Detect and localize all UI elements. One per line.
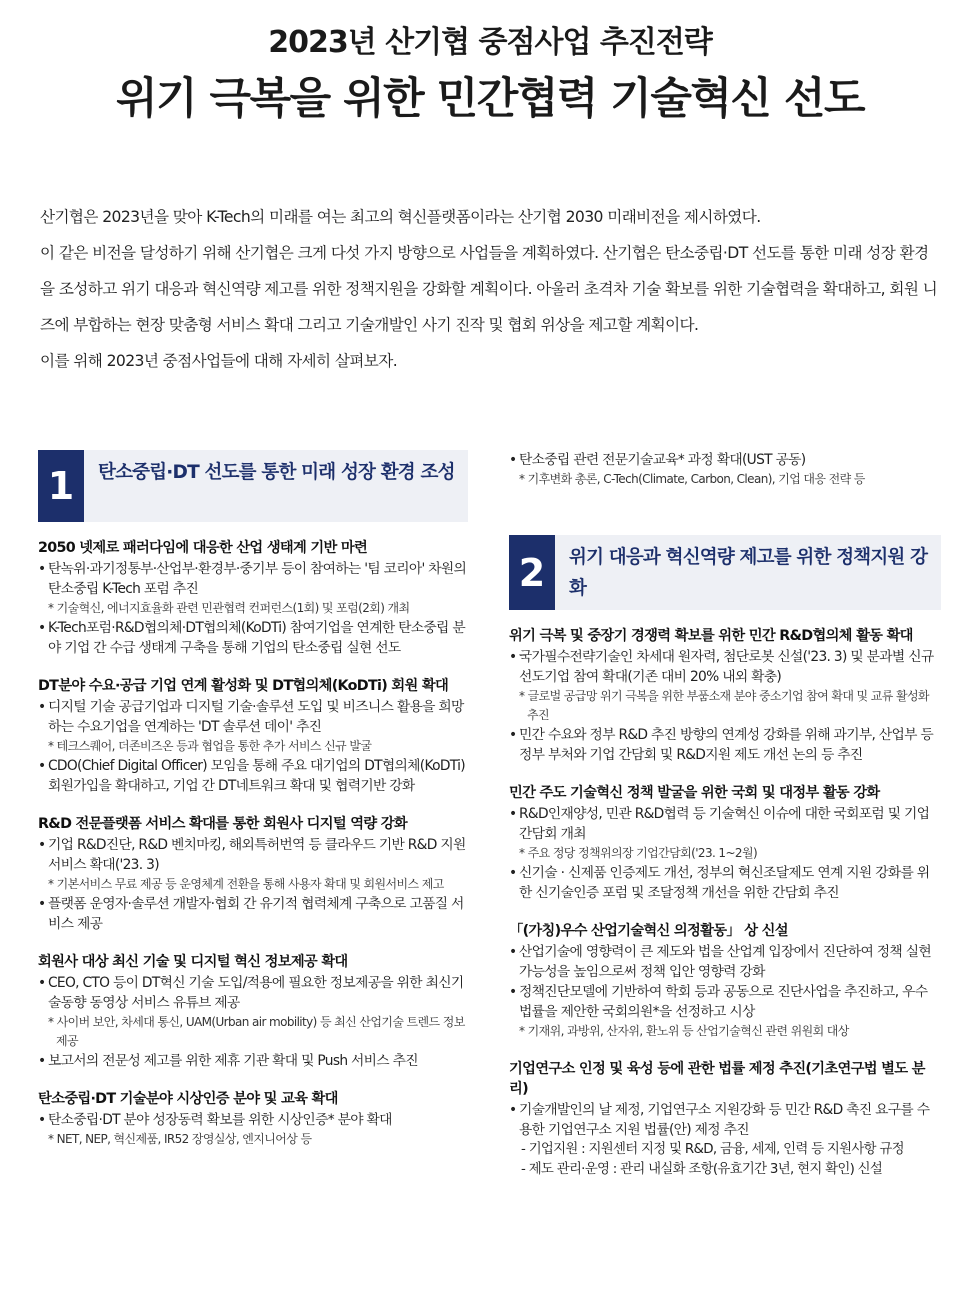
sub-item: - 기업지원 : 지원센터 지정 및 R&D, 금융, 세제, 인력 등 지원사항 규정 [521,1142,904,1157]
section-block [38,952,468,1071]
footnote: * 사이버 보안, 차세대 통신, UAM(Urban air mobility) 등 최신 산업기술 트렌드 정보제공 [48,1015,465,1048]
right-column [509,450,941,1198]
section-block [509,783,941,903]
block-title: 회원사 대상 최신 기술 및 디지털 혁신 정보제공 확대 [38,954,348,970]
intro-paragraph: 이 같은 비전을 달성하기 위해 산기협은 크게 다섯 가지 방향으로 사업들을 계획하였다. 산기협은 탄소중립·DT 선도를 통한 미래 성장 환경을 조성하고 위기 대응과 혁신역량 제고를 위한 정책지원을 강화할 계획이다. 아울러 초격차 기술 확보를 위한 기술협력을 확대하고, 회원 니즈에 부합하는 현장 맞춤형 서비스 확대 그리고 기술개발인 사기 진작 및 협회 위상을 제고할 계획이다. [40,244,938,334]
footnote: * NET, NEP, 혁신제품, IR52 장영실상, 엔지니어상 등 [48,1132,312,1146]
footnote: * 테크스퀘어, 더존비즈온 등과 협업을 통한 추가 서비스 신규 발굴 [48,739,372,753]
block-title: 탄소중립·DT 기술분야 시상인증 분야 및 교육 확대 [38,1091,338,1107]
block-title: DT분야 수요·공급 기업 연계 활성화 및 DT협의체(KoDTi) 회원 확대 [38,678,449,694]
section-block [509,921,941,1041]
bullet-item: • 국가필수전략기술인 차세대 원자력, 첨단로봇 신설('23. 3) 및 분과별 신규 선도기업 참여 확대(기존 대비 20% 내외 확충) [509,647,941,687]
section-block [38,814,468,934]
section-1-header [38,450,468,522]
intro-paragraph: 이를 위해 2023년 중점사업들에 대해 자세히 살펴보자. [40,352,398,370]
footnote: * 기후변화 총론, C-Tech(Climate, Carbon, Clean), 기업 대응 전략 등 [519,472,865,486]
bullet-item: • K-Tech포럼·R&D협의체·DT협의체(KoDTi) 참여기업을 연계한 탄소중립 분야 기업 간 수급 생태계 구축을 통해 기업의 탄소중립 실현 선도 [38,618,468,658]
block-title: 민간 주도 기술혁신 정책 발굴을 위한 국회 및 대정부 활동 강화 [509,785,880,801]
bullet-item: • CEO, CTO 등이 DT혁신 기술 도입/적용에 필요한 정보제공을 위한 최신기술동향 동영상 서비스 유튜브 제공 [38,973,468,1013]
footnote: * 기술혁신, 에너지효율화 관련 민관협력 컨퍼런스(1회) 및 포럼(2회) 개최 [48,601,410,615]
section-number: 1 [38,450,84,522]
bullet-item: • 탄소중립 관련 전문기술교육* 과정 확대(UST 공동) [509,450,941,470]
bullet-item: • 보고서의 전문성 제고를 위한 제휴 기관 확대 및 Push 서비스 추진 [38,1051,468,1071]
bullet-item: • 민간 수요와 정부 R&D 추진 방향의 연계성 강화를 위해 과기부, 산업부 등 정부 부처와 기업 간담회 및 R&D지원 제도 개선 논의 등 추진 [509,725,941,765]
section-block [38,1089,468,1149]
block-title: 기업연구소 인정 및 육성 등에 관한 법률 제정 추진(기초연구법 별도 분리) [509,1061,925,1097]
intro-paragraph: 산기협은 2023년을 맞아 K-Tech의 미래를 여는 최고의 혁신플랫폼이라는 산기협 2030 미래비전을 제시하였다. [40,208,761,226]
block-title: R&D 전문플랫폼 서비스 확대를 통한 회원사 디지털 역량 강화 [38,816,408,832]
block-title: 2050 넷제로 패러다임에 대응한 산업 생태계 기반 마련 [38,540,368,556]
footnote: * 글로벌 공급망 위기 극복을 위한 부품소재 분야 중소기업 참여 확대 및 교류 활성화 추진 [519,689,929,722]
page-title: 위기 극복을 위한 민간협력 기술혁신 선도 [116,74,864,124]
left-column [38,450,468,1167]
section-block [38,676,468,796]
header [0,22,980,128]
bullet-item: • 탄녹위·과기정통부·산업부·환경부·중기부 등이 참여하는 '팀 코리아' 차원의 탄소중립 K-Tech 포럼 추진 [38,559,468,599]
intro-text [40,199,940,379]
section-number: 2 [509,535,555,610]
page-subtitle: 2023년 산기협 중점사업 추진전략 [268,25,712,60]
bullet-item: • 산업기술에 영향력이 큰 제도와 법을 산업계 입장에서 진단하여 정책 실현 가능성을 높임으로써 정책 입안 영향력 강화 [509,942,941,982]
section-2-header [509,535,941,610]
section-block-continued [509,450,941,489]
block-title: 「(가칭)우수 산업기술혁신 의정활동」 상 신설 [509,923,788,939]
bullet-item: • 기술개발인의 날 제정, 기업연구소 지원강화 등 민간 R&D 촉진 요구를 수용한 기업연구소 지원 법률(안) 제정 추진 [509,1100,941,1140]
section-title: 탄소중립·DT 선도를 통한 미래 성장 환경 조성 [98,462,455,483]
footnote: * 기재위, 과방위, 산자위, 환노위 등 산업기술혁신 관련 위원회 대상 [519,1024,849,1038]
bullet-item: • CDO(Chief Digital Officer) 모임을 통해 주요 대기업의 DT협의체(KoDTi) 회원가입을 확대하고, 기업 간 DT네트워크 확대 및 협력기반 강화 [38,756,468,796]
bullet-item: • 기업 R&D진단, R&D 벤치마킹, 해외특허번역 등 클라우드 기반 R&D 지원 서비스 확대('23. 3) [38,835,468,875]
section-block [509,1059,941,1180]
footnote: * 기본서비스 무료 제공 등 운영체계 전환을 통해 사용자 확대 및 회원서비스 제고 [48,877,444,891]
bullet-item: • 탄소중립·DT 분야 성장동력 확보를 위한 시상인증* 분야 확대 [38,1110,468,1130]
section-title: 위기 대응과 혁신역량 제고를 위한 정책지원 강화 [569,547,928,599]
bullet-item: • R&D인재양성, 민관 R&D협력 등 기술혁신 이슈에 대한 국회포럼 및 기업간담회 개최 [509,804,941,844]
sub-item: - 제도 관리·운영 : 관리 내실화 조항(유효기간 3년, 현지 확인) 신설 [521,1162,883,1177]
section-block [509,626,941,765]
section-block [38,538,468,658]
footnote: * 주요 정당 정책위의장 기업간담회('23. 1~2월) [519,846,758,860]
block-title: 위기 극복 및 중장기 경쟁력 확보를 위한 민간 R&D협의체 활동 확대 [509,628,913,644]
bullet-item: • 플랫폼 운영자·솔루션 개발자·협회 간 유기적 협력체계 구축으로 고품질 서비스 제공 [38,894,468,934]
bullet-item: • 디지털 기술 공급기업과 디지털 기술·솔루션 도입 및 비즈니스 활용을 희망하는 수요기업을 연계하는 'DT 솔루션 데이' 추진 [38,697,468,737]
bullet-item: • 정책진단모델에 기반하여 학회 등과 공동으로 진단사업을 추진하고, 우수 법률을 제안한 국회의원*을 선정하고 시상 [509,982,941,1022]
bullet-item: • 신기술 · 신제품 인증제도 개선, 정부의 혁신조달제도 연계 지원 강화를 위한 신기술인증 포럼 및 조달정책 개선을 위한 간담회 추진 [509,863,941,903]
